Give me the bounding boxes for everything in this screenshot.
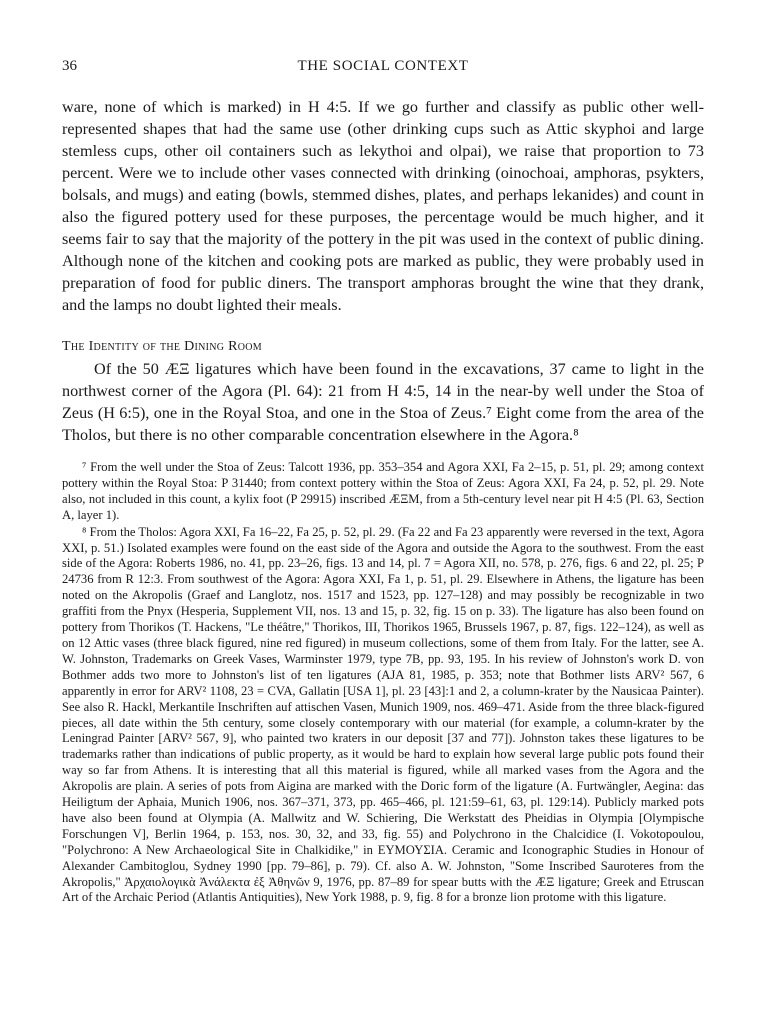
body-paragraph-1: ware, none of which is marked) in H 4:5. If we go further and classify as public other well-represented shapes that had the same use (other drinking cups such as Attic skyphoi and large stemless cups, other oil containers such as lekythoi and olpai), we raise that proportion to 73 percent. Were we to include other vases connected with drinking (oinochoai, amphoras, psykters, bolsals, and mugs) and eating (bowls, stemmed dishes, plates, and perhaps lekanides) and count in also the figured pottery used for these purposes, the percentage would be much higher, and it seems fair to say that the majority of the pottery in the pit was used in the context of public dining. Although none of the kitchen and cooking pots are marked as public, they were probably used in preparation of food for public diners. The transport amphoras brought the wine that they drank, and the lamps no doubt lighted their meals. — [62, 98, 704, 314]
footnotes — [62, 460, 704, 906]
running-head — [62, 58, 704, 80]
section-heading: The Identity of the Dining Room — [62, 339, 262, 354]
body-paragraph-2: Of the 50 ÆΞ ligatures which have been found in the excavations, 37 came to light in the northwest corner of the Agora (Pl. 64): 21 from H 4:5, 14 in the near-by well under the Stoa of Zeus (H 6:5), one in the Royal Stoa, and one in the Stoa of Zeus.⁷ Eight come from the area of the Tholos, but there is no other comparable concentration elsewhere in the Agora.⁸ — [62, 360, 704, 444]
page-number: 36 — [62, 58, 77, 74]
footnote-7: ⁷ From the well under the Stoa of Zeus: Talcott 1936, pp. 353–354 and Agora XXI, Fa 2–15, p. 51, pl. 29; among context pottery within the Royal Stoa: P 31440; from context pottery within the Stoa of Zeus: Agora XXI, Fa 24, p. 52, pl. 29. Note also, not included in this count, a kylix foot (P 29915) inscribed ÆΞM, from a 5th-century level near pit H 4:5 (Pl. 63, Section A, layer 1). — [62, 460, 704, 522]
page — [62, 58, 704, 907]
footnote-8: ⁸ From the Tholos: Agora XXI, Fa 16–22, Fa 25, p. 52, pl. 29. (Fa 22 and Fa 23 apparently were reversed in the text, Agora XXI, p. 51.) Isolated examples were found on the east side of the Agora and outside the Agora to the southwest. From the east side of the Agora: Roberts 1986, no. 41, pp. 23–26, figs. 13 and 14, pl. 7 = Agora XII, no. 578, p. 276, figs. 6 and 22, pl. 25; P 24736 from R 12:3. From southwest of the Agora: Agora XXI, Fa 1, p. 51, pl. 29. Elsewhere in Athens, the ligature has been noted on the Akropolis (Graef and Langlotz, nos. 1517 and 1523, pp. 127–128) and may possibly be recognizable in two graffiti from the Pnyx (Hesperia, Supplement VII, nos. 13 and 15, p. 32, fig. 15 on p. 33). The ligature has also been found on pottery from Thorikos (T. Hackens, "Le théâtre," Thorikos, III, Thorikos 1965, Brussels 1967, p. 87, figs. 122–124), as well as on 12 Attic vases (three black figured, nine red figured) in museum collections, some of them from Italy. For the latter, see A. W. Johnston, Trademarks on Greek Vases, Warminster 1979, type 7B, pp. 93, 195. In his review of Johnston's work D. von Bothmer adds two more to Johnston's list of ten ligatures (AJA 81, 1985, p. 353; note that Bothmer lists ARV² 567, 6 apparently in error for ARV² 1108, 23 = CVA, Gallatin [USA 1], pl. 23 [43]:1 and 2, a column-krater by the Nausicaa Painter). See also R. Hackl, Merkantile Inschriften auf attischen Vasen, Munich 1909, nos. 469–471. Aside from the three black-figured pieces, all date within the 5th century, some closely contemporary with our material (for example, a column-krater by the Leningrad Painter [ARV² 567, 9], who painted two kraters in our deposit [37 and 77]). Johnston takes these ligatures to be trademarks rather than indications of public property, as it would be hard to explain how several large public pots found their way so far from Athens. It is interesting that all this material is figured, while all marked vases from the Agora and the Akropolis are plain. A series of pots from Aigina are marked with the Doric form of the ligature (A. Furtwängler, Aegina: das Heiligtum der Aphaia, Munich 1906, nos. 367–371, 373, pp. 465–466, pl. 121:59–61, 63, pl. 129:14). Publicly marked pots have also been found at Olympia (A. Mallwitz and W. Schiering, Die Werkstatt des Pheidias in Olympia [Olympische Forschungen V], Berlin 1964, p. 153, nos. 30, 32, and 33, fig. 55) and Polychrono in the Chalcidice (I. Vokotopoulou, "Polychrono: A New Archaeological Site in Chalkidike," in ΕΥΜΟΥΣΙΑ. Ceramic and Iconographic Studies in Honour of Alexander Cambitoglou, Sydney 1990 [pp. 79–86], p. 79). Cf. also A. W. Johnston, "Some Inscribed Sauroteres from the Akropolis," Ἀρχαιολογικὰ Ἀνάλεκτα ἐξ Ἀθηνῶν 9, 1976, pp. 87–89 for spear butts with the ÆΞ ligature; Greek and Etruscan Art of the Archaic Period (Atlantis Antiquities), New York 1988, p. 9, fig. 8 for a bronze lion protome with this ligature. — [62, 524, 704, 905]
chapter-title: THE SOCIAL CONTEXT — [297, 58, 469, 74]
